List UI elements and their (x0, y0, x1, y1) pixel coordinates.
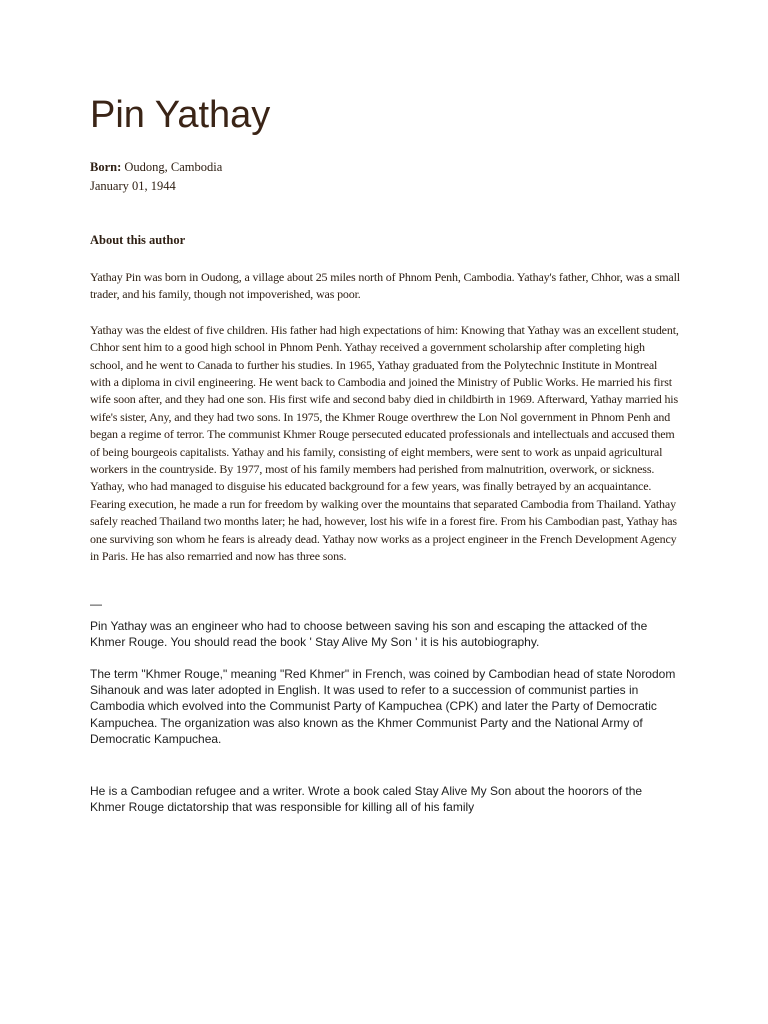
about-paragraph-1: Yathay Pin was born in Oudong, a village about 25 miles north of Phnom Penh, Cambodia. Yathay's father, Chhor, was a small trader, and his family, though not impoverished, was poor. (90, 270, 680, 302)
born-line (90, 158, 680, 177)
page-title: Pin Yathay (90, 94, 271, 136)
born-label: Born: (90, 160, 122, 174)
about-paragraph-2: Yathay was the eldest of five children. His father had high expectations of him: Knowing that Yathay was an excellent student, Chhor sent him to a good high school in Phnom Penh. Yathay received a government scholarship after completing high school, and he went to Canada to further his studies. In 1965, Yathay graduated from the Polytechnic Institute in Montreal with a diploma in civil engineering. He went back to Cambodia and joined the Ministry of Public Works. He married his first wife soon after, and they had one son. His first wife and second baby died in childbirth in 1969. Afterward, Yathay married his wife's sister, Any, and they had two sons. In 1975, the Khmer Rouge overthrew the Lon Nol government in Phnom Penh and began a regime of terror. The communist Khmer Rouge persecuted educated professionals and intellectuals and accused them of being bourgeois capitalists. Yathay and his family, consisting of eight members, were sent to work as unpaid agricultural workers in the countryside. By 1977, most of his family members had perished from malnutrition, overwork, or sickness. Yathay, who had managed to disguise his educated background for a few years, was finally betrayed by an acquaintance. Fearing execution, he made a run for freedom by walking over the mountains that separated Cambodia from Thailand. Yathay safely reached Thailand two months later; he had, however, lost his wife in a forest fire. From his Cambodian past, Yathay has one surviving son whom he fears is already dead. Yathay now works as a project engineer in the French Development Agency in Paris. He has also remarried and now has three sons. (90, 322, 679, 564)
section-divider: — (90, 596, 102, 611)
born-date: January 01, 1944 (90, 179, 176, 193)
comment-paragraph-1: Pin Yathay was an engineer who had to choose between saving his son and escaping the attacked of the Khmer Rouge. You should read the book ' Stay Alive My Son ' it is his autobiography. (90, 618, 648, 649)
born-info (90, 158, 680, 196)
about-heading: About this author (90, 233, 186, 247)
born-place: Oudong, Cambodia (124, 160, 223, 174)
document-page (90, 92, 680, 831)
comment-paragraph-2: The term "Khmer Rouge," meaning "Red Khmer" in French, was coined by Cambodian head of state Norodom Sihanouk and was later adopted in English. It was used to refer to a succession of communist parties in Cambodia which evolved into the Communist Party of Kampuchea (CPK) and later the Party of Democratic Kampuchea. The organization was also known as the Khmer Communist Party and the National Army of Democratic Kampuchea. (90, 666, 676, 746)
comment-paragraph-3: He is a Cambodian refugee and a writer. Wrote a book caled Stay Alive My Son about the hoorors of the Khmer Rouge dictatorship that was responsible for killing all of his family (90, 783, 643, 815)
